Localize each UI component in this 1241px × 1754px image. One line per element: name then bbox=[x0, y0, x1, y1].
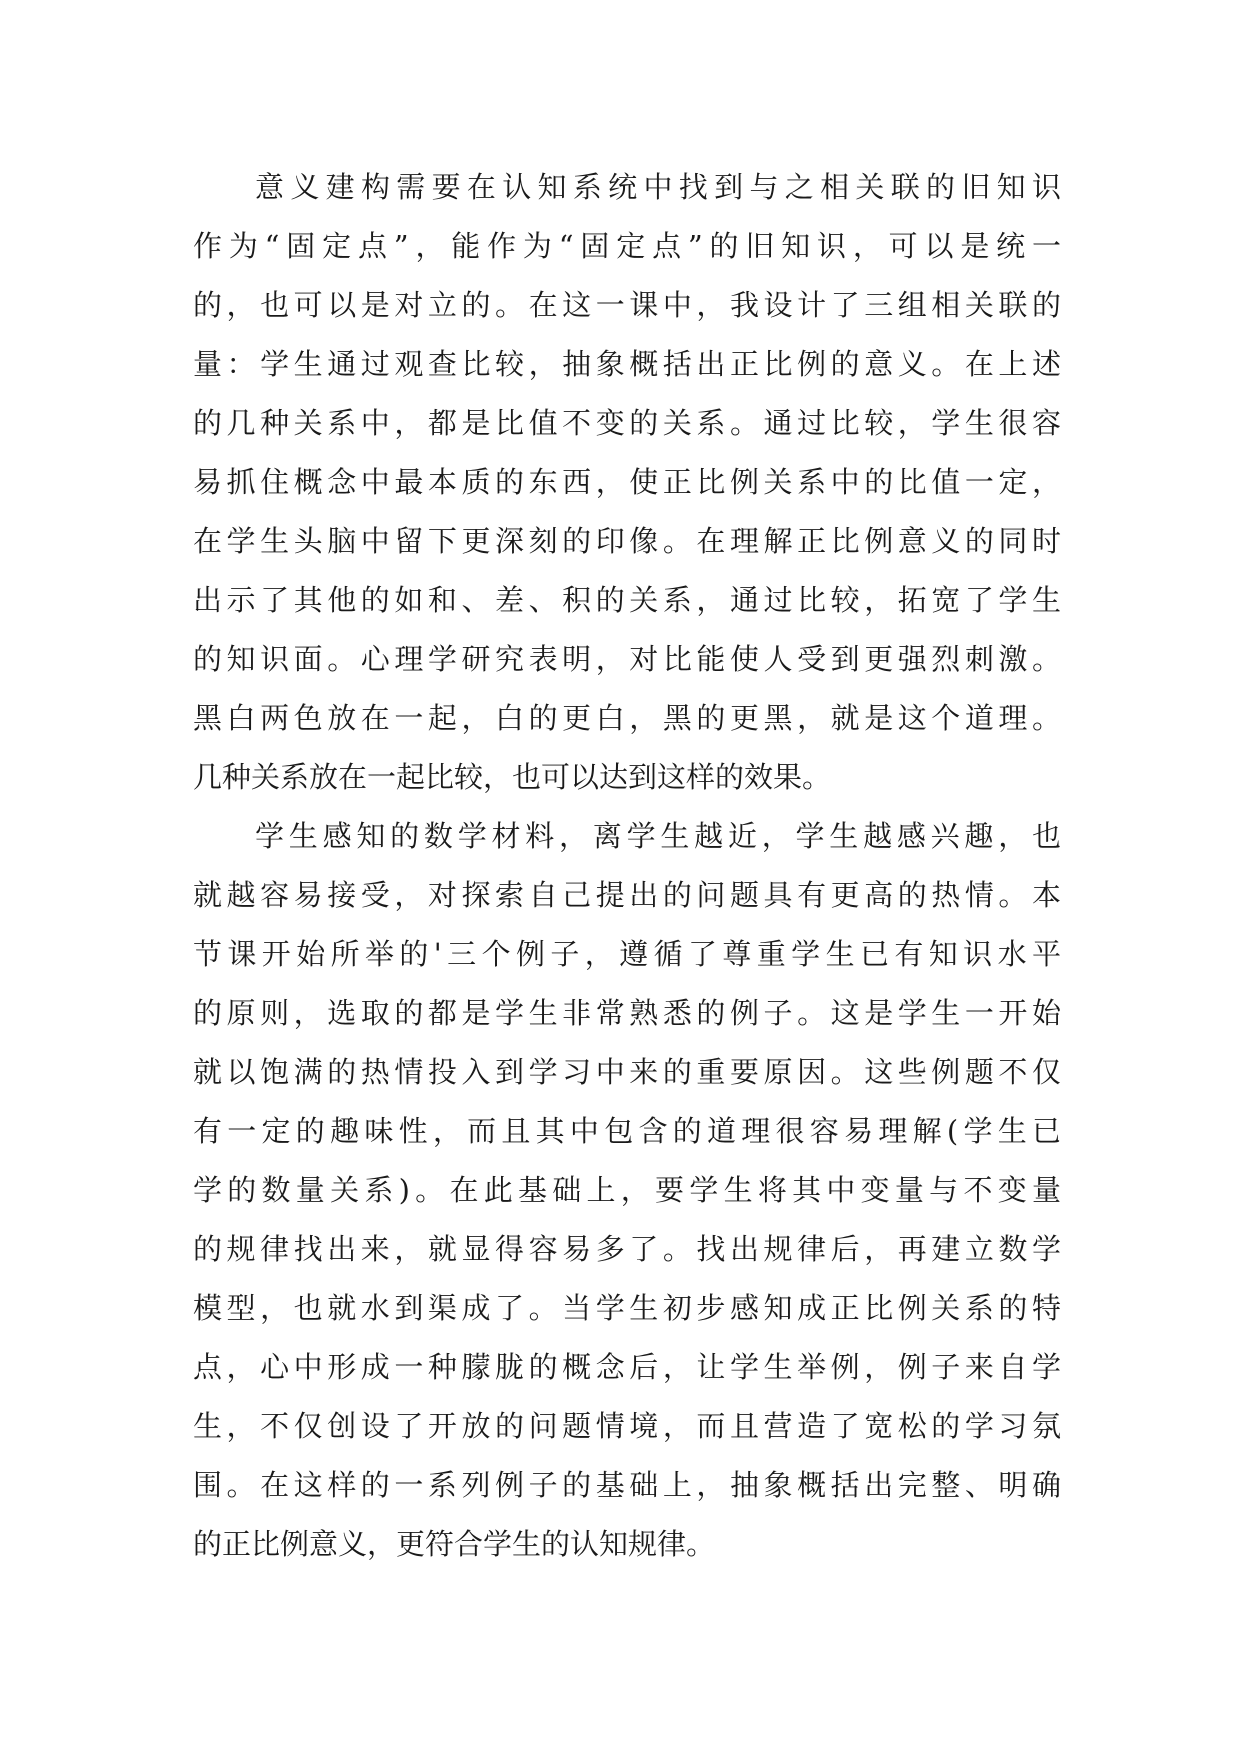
text-line: 的知识面。心理学研究表明，对比能使人受到更强烈刺激。 bbox=[193, 642, 1061, 676]
text-line: 易抓住概念中最本质的东西，使正比例关系中的比值一定， bbox=[193, 465, 1061, 499]
text-line: 的几种关系中，都是比值不变的关系。通过比较，学生很容 bbox=[193, 406, 1061, 440]
text-line: 就越容易接受，对探索自己提出的问题具有更高的热情。本 bbox=[193, 878, 1061, 912]
paragraph-2 bbox=[193, 807, 1061, 1574]
text-line: 学的数量关系)。在此基础上，要学生将其中变量与不变量 bbox=[193, 1173, 1061, 1207]
text-line: 的，也可以是对立的。在这一课中，我设计了三组相关联的 bbox=[193, 288, 1061, 322]
text-line: 黑白两色放在一起，白的更白，黑的更黑，就是这个道理。 bbox=[193, 701, 1061, 735]
text-line: 量：学生通过观查比较，抽象概括出正比例的意义。在上述 bbox=[193, 347, 1061, 381]
body-text bbox=[193, 158, 1061, 1574]
text-line: 的原则，选取的都是学生非常熟悉的例子。这是学生一开始 bbox=[193, 996, 1061, 1030]
text-line: 出示了其他的如和、差、积的关系，通过比较，拓宽了学生 bbox=[193, 583, 1061, 617]
text-line: 围。在这样的一系列例子的基础上，抽象概括出完整、明确 bbox=[193, 1468, 1061, 1502]
text-line: 学生感知的数学材料，离学生越近，学生越感兴趣，也 bbox=[255, 819, 1061, 853]
text-line: 在学生头脑中留下更深刻的印像。在理解正比例意义的同时 bbox=[193, 524, 1061, 558]
text-line: 几种关系放在一起比较，也可以达到这样的效果。 bbox=[193, 760, 832, 794]
text-line: 节课开始所举的'三个例子，遵循了尊重学生已有知识水平 bbox=[193, 937, 1061, 971]
paragraph-1 bbox=[193, 158, 1061, 807]
text-line: 生，不仅创设了开放的问题情境，而且营造了宽松的学习氛 bbox=[193, 1409, 1061, 1443]
text-line: 模型，也就水到渠成了。当学生初步感知成正比例关系的特 bbox=[193, 1291, 1061, 1325]
text-line: 的规律找出来，就显得容易多了。找出规律后，再建立数学 bbox=[193, 1232, 1061, 1266]
text-line: 意义建构需要在认知系统中找到与之相关联的旧知识 bbox=[255, 170, 1061, 204]
text-line: 有一定的趣味性，而且其中包含的道理很容易理解(学生已 bbox=[193, 1114, 1061, 1148]
text-line: 就以饱满的热情投入到学习中来的重要原因。这些例题不仅 bbox=[193, 1055, 1061, 1089]
text-line: 点，心中形成一种朦胧的概念后，让学生举例，例子来自学 bbox=[193, 1350, 1061, 1384]
text-line: 作为“固定点”，能作为“固定点”的旧知识，可以是统一 bbox=[193, 229, 1061, 263]
text-line: 的正比例意义，更符合学生的认知规律。 bbox=[193, 1527, 716, 1561]
